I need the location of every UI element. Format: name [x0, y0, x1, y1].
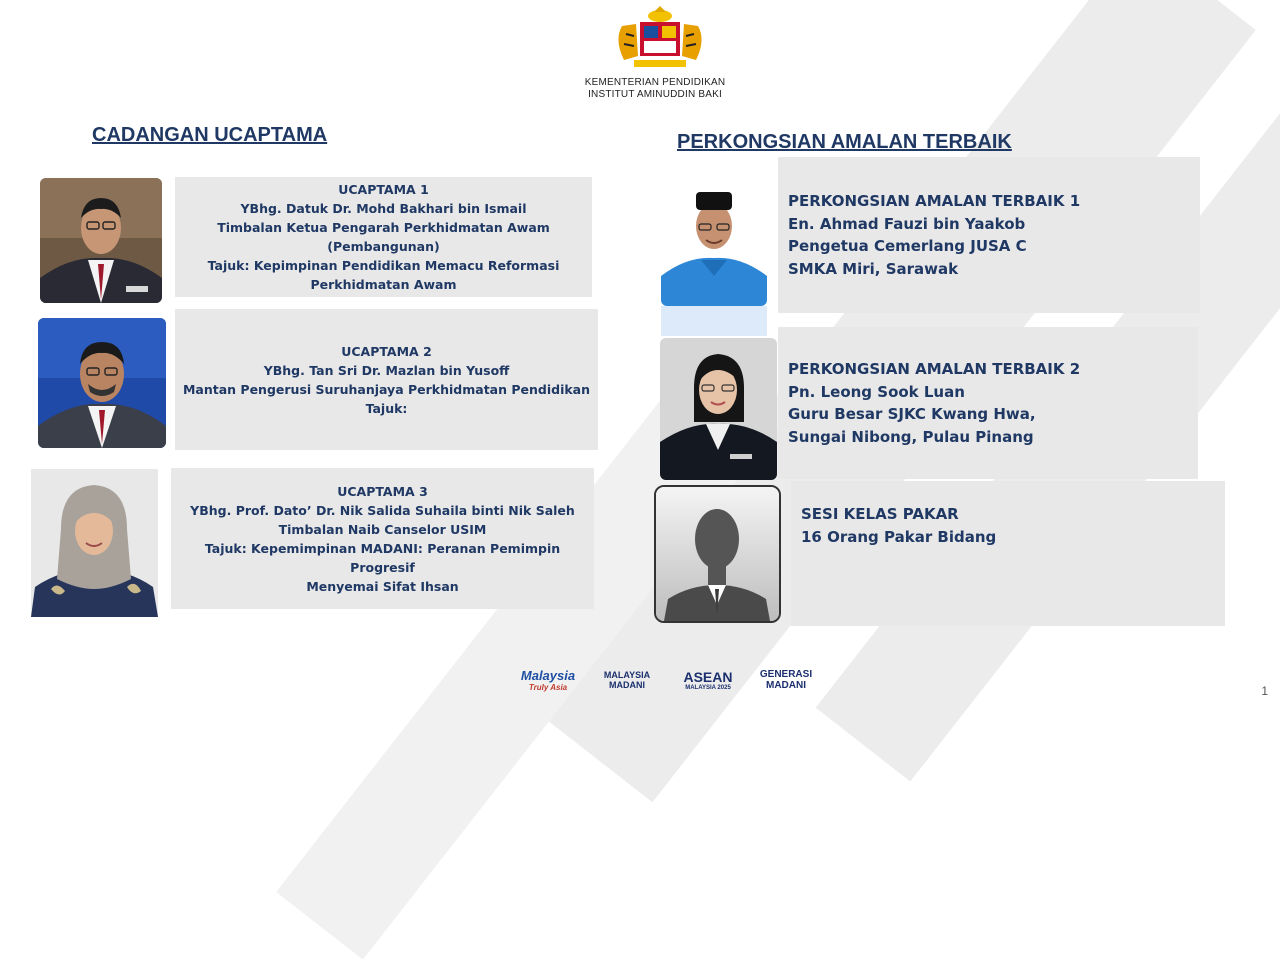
speaker-photo [661, 180, 767, 306]
asean-text: ASEAN [683, 669, 733, 685]
photo-reflection [661, 306, 767, 336]
ucaptama-title: UCAPTAMA 3 [337, 483, 428, 499]
talk-title: Tajuk: Kepemimpinan MADANI: Peranan Pemimpin Progresif [204, 540, 561, 575]
speaker-photo [38, 318, 166, 448]
perkongsian-title: PERKONGSIAN AMALAN TERBAIK 1 [788, 192, 1081, 210]
visit-malaysia-text: Malaysia [520, 668, 576, 683]
malaysia-madani-text: MALAYSIA MADANI [603, 670, 651, 690]
visit-malaysia-sub: Truly Asia [528, 683, 568, 692]
talk-title: Perkhidmatan Awam [310, 277, 457, 292]
organization-name [560, 77, 750, 101]
speaker-name: Pn. Leong Sook Luan [788, 382, 965, 401]
asean-2025-logo [673, 662, 743, 698]
org-line-1: KEMENTERIAN PENDIDIKAN [584, 77, 726, 88]
speaker-position: (Pembangunan) [327, 239, 440, 254]
talk-title: Tajuk: Kepimpinan Pendidikan Memacu Reformasi [207, 258, 560, 273]
speaker-photo [40, 178, 162, 303]
page-number: 1 [1261, 684, 1268, 698]
ucaptama-card [171, 468, 594, 609]
speaker-school: Sungai Nibong, Pulau Pinang [788, 427, 1034, 446]
ucaptama-title: UCAPTAMA 1 [338, 182, 429, 197]
kelas-pakar-title: SESI KELAS PAKAR [801, 505, 959, 523]
ucaptama-title: UCAPTAMA 2 [341, 343, 432, 359]
perkongsian-title: PERKONGSIAN AMALAN TERBAIK 2 [788, 360, 1081, 378]
kelas-pakar-card [791, 481, 1225, 626]
speaker-position: Timbalan Ketua Pengarah Perkhidmatan Awam [217, 220, 550, 235]
speaker-name: YBhg. Prof. Dato’ Dr. Nik Salida Suhaila binti Nik Saleh [190, 502, 575, 518]
speaker-position: Guru Besar SJKC Kwang Hwa, [788, 405, 1036, 423]
ucaptama-card [175, 309, 598, 450]
org-line-2: INSTITUT AMINUDDIN BAKI [588, 89, 722, 100]
speaker-photo [660, 338, 777, 480]
speaker-name: YBhg. Datuk Dr. Mohd Bakhari bin Ismail [240, 201, 527, 216]
speaker-position: Mantan Pengerusi Suruhanjaya Perkhidmatan Pendidikan [182, 381, 591, 397]
footer-logo-strip [515, 660, 830, 700]
visit-malaysia-logo [515, 662, 581, 698]
speaker-position: Timbalan Naib Canselor USIM [278, 521, 487, 537]
generasi-madani-text: GENERASI MADANI [759, 669, 813, 691]
speaker-photo [31, 469, 158, 617]
asean-sub: MALAYSIA 2025 [685, 685, 731, 691]
speaker-position: Pengetua Cemerlang JUSA C [788, 237, 1027, 255]
kelas-pakar-count: 16 Orang Pakar Bidang [801, 527, 997, 546]
right-section-heading: PERKONGSIAN AMALAN TERBAIK [677, 131, 1012, 153]
speaker-name: En. Ahmad Fauzi bin Yaakob [788, 214, 1026, 233]
left-section-heading: CADANGAN UCAPTAMA [92, 124, 328, 146]
talk-title: Menyemai Sifat Ihsan [306, 578, 459, 594]
ucaptama-card [175, 177, 592, 297]
perkongsian-card [778, 157, 1200, 313]
silhouette-placeholder-icon [654, 485, 781, 623]
perkongsian-card [778, 327, 1198, 479]
speaker-name: YBhg. Tan Sri Dr. Mazlan bin Yusoff [263, 362, 510, 378]
generasi-madani-logo [753, 662, 819, 698]
speaker-school: SMKA Miri, Sarawak [788, 259, 959, 278]
talk-title: Tajuk: [365, 400, 408, 416]
malaysia-madani-logo [591, 662, 663, 698]
